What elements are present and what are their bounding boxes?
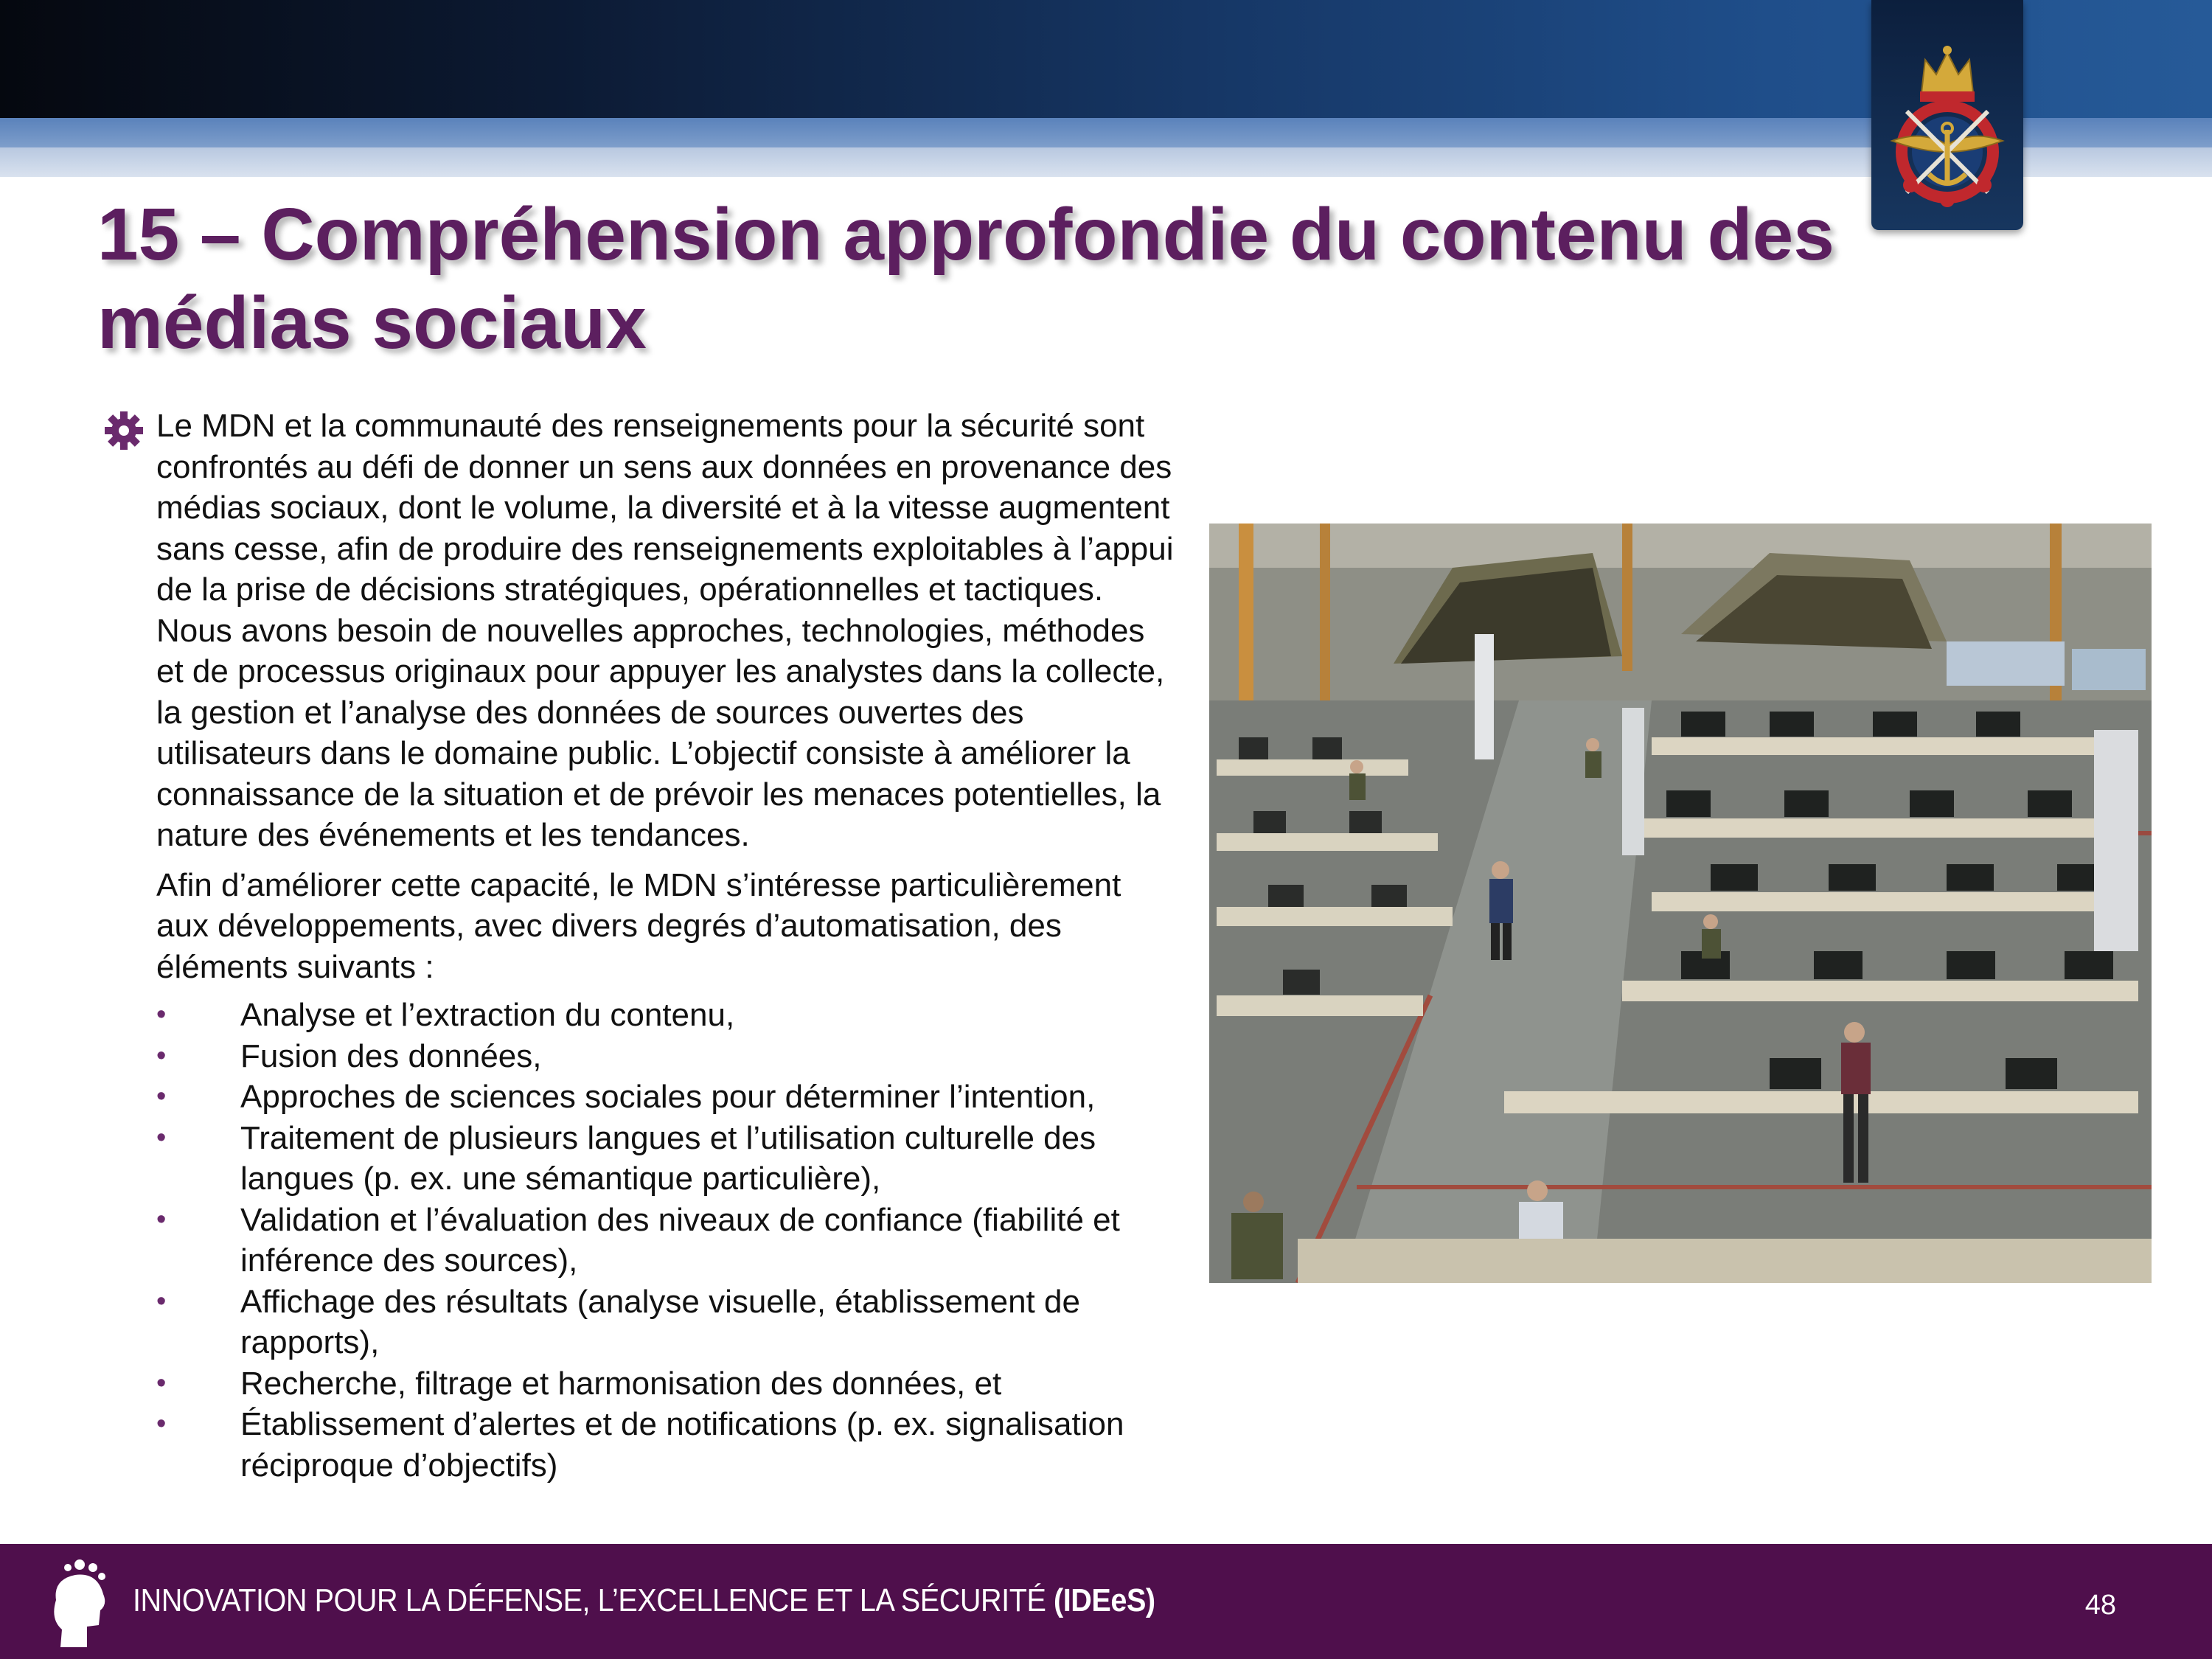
operations-centre-photo [1209, 524, 2152, 1283]
list-item: • Établissement d’alertes et de notifications (p. ex. signalisation réciproque d’objectifs) [97, 1404, 1174, 1486]
bullet-marker: • [156, 1285, 167, 1317]
program-acronym: (IDEeS) [1053, 1582, 1155, 1618]
slide-title: 15 – Compréhension approfondie du contenu des médias sociaux [97, 193, 1834, 364]
list-item: • Recherche, filtrage et harmonisation des données, et [97, 1363, 1174, 1405]
list-item: • Fusion des données, [97, 1036, 1174, 1077]
gear-icon [103, 410, 145, 451]
bullet-marker: • [156, 1203, 167, 1235]
head-with-gears-logo-icon [46, 1557, 119, 1650]
bullet-marker: • [156, 1367, 167, 1399]
page-number: 48 [2084, 1590, 2116, 1621]
list-item: • Analyse et l’extraction du contenu, [97, 995, 1174, 1036]
program-name: INNOVATION POUR LA DÉFENSE, L’EXCELLENCE ET LA SÉCURITÉ (IDEeS) [133, 1582, 1155, 1618]
list-item: • Validation et l’évaluation des niveaux de confiance (fiabilité et inférence des sources), [97, 1200, 1174, 1281]
list-item: • Affichage des résultats (analyse visuelle, établissement de rapports), [97, 1281, 1174, 1363]
canadian-forces-crest-icon [1885, 41, 2010, 211]
list-item: • Approches de sciences sociales pour déterminer l’intention, [97, 1077, 1174, 1118]
list-item: • Traitement de plusieurs langues et l’utilisation culturelle des langues (p. ex. une sémantique particulière), [97, 1118, 1174, 1200]
focus-paragraph: Afin d’améliorer cette capacité, le MDN s’intéresse particulièrement aux développements, avec divers degrés d’automatisation, des éléments suivants : [156, 866, 1121, 985]
bullet-marker: • [156, 1121, 167, 1153]
focus-list [97, 995, 1174, 1486]
crest-box [1871, 0, 2023, 230]
intro-paragraph-block [97, 406, 1174, 856]
bullet-marker: • [156, 999, 167, 1030]
footer-bar [0, 1544, 2212, 1659]
intro-paragraph: Le MDN et la communauté des renseignements pour la sécurité sont confrontés au défi de donner un sens aux données en provenance des médias sociaux, dont le volume, la diversité et à la vitesse augmentent sans cesse, afin de produire des renseignements exploitables à l’appui de la prise de décisions stratégiques, opérationnelles et tactiques. Nous avons besoin de nouvelles approches, technologies, méthodes et de processus originaux pour appuyer les analystes dans la collecte, la gestion et l’analyse des données de sources ouvertes des utilisateurs dans le domaine public. L’objectif consiste à améliorer la connaissance de la situation et de prévoir les menaces potentielles, la nature des événements et les tendances. [156, 408, 1174, 853]
slide-body [97, 406, 1174, 1486]
bullet-marker: • [156, 1081, 167, 1112]
bullet-marker: • [156, 1408, 167, 1439]
bullet-marker: • [156, 1040, 167, 1071]
